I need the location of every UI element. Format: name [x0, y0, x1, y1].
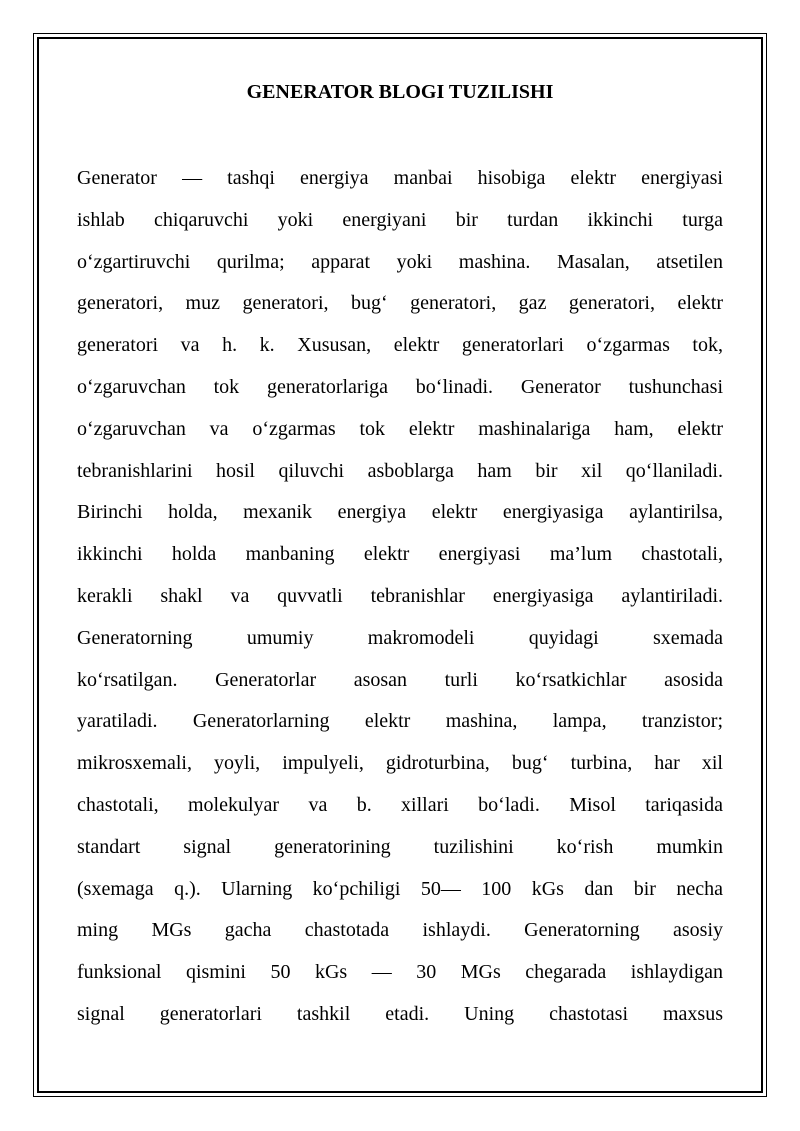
- text-line: o‘zgaruvchan va o‘zgarmas tok elektr mashinalariga ham, elektr: [77, 417, 723, 440]
- text-line: ikkinchi holda manbaning elektr energiyasi ma’lum chastotali,: [77, 543, 723, 566]
- text-line: funksional qismini 50 kGs — 30 MGs chegarada ishlaydigan: [77, 961, 723, 984]
- text-line: generatori, muz generatori, bug‘ generatori, gaz generatori, elektr: [77, 292, 723, 315]
- text-line: ming MGs gacha chastotada ishlaydi. Generatorning asosiy: [77, 919, 723, 942]
- document-title: GENERATOR BLOGI TUZILISHI: [246, 81, 554, 103]
- text-line: Generator — tashqi energiya manbai hisobiga elektr energiyasi: [77, 167, 723, 189]
- text-line: (sxemaga q.). Ularning ko‘pchiligi 50— 100 kGs dan bir necha: [77, 877, 723, 900]
- text-line: kerakli shakl va quvvatli tebranishlar energiyasiga aylantiriladi.: [77, 584, 723, 607]
- text-line: tebranishlarini hosil qiluvchi asboblarga ham bir xil qo‘llaniladi.: [77, 459, 723, 482]
- text-line: ishlab chiqaruvchi yoki energiyani bir turdan ikkinchi turga: [77, 208, 723, 231]
- text-line: yaratiladi. Generatorlarning elektr mashina, lampa, tranzistor;: [77, 710, 723, 733]
- text-line: generatori va h. k. Xususan, elektr generatorlari o‘zgarmas tok,: [77, 334, 723, 357]
- text-line: Birinchi holda, mexanik energiya elektr energiyasiga aylantirilsa,: [77, 501, 723, 524]
- text-line: ko‘rsatilgan. Generatorlar asosan turli ko‘rsatkichlar asosida: [77, 668, 723, 691]
- text-line: chastotali, molekulyar va b. xillari bo‘ladi. Misol tariqasida: [77, 793, 723, 816]
- text-line: standart signal generatorining tuzilishini ko‘rish mumkin: [77, 835, 723, 858]
- text-line: o‘zgartiruvchi qurilma; apparat yoki mashina. Masalan, atsetilen: [77, 250, 723, 273]
- body-paragraph: [77, 158, 723, 1036]
- text-line: signal generatorlari tashkil etadi. Uning chastotasi maxsus: [77, 1002, 723, 1025]
- text-line: o‘zgaruvchan tok generatorlariga bo‘linadi. Generator tushunchasi: [77, 375, 723, 398]
- text-line: Generatorning umumiy makromodeli quyidagi sxemada: [77, 626, 723, 649]
- text-line: mikrosxemali, yoyli, impulyeli, gidroturbina, bug‘ turbina, har xil: [77, 752, 723, 775]
